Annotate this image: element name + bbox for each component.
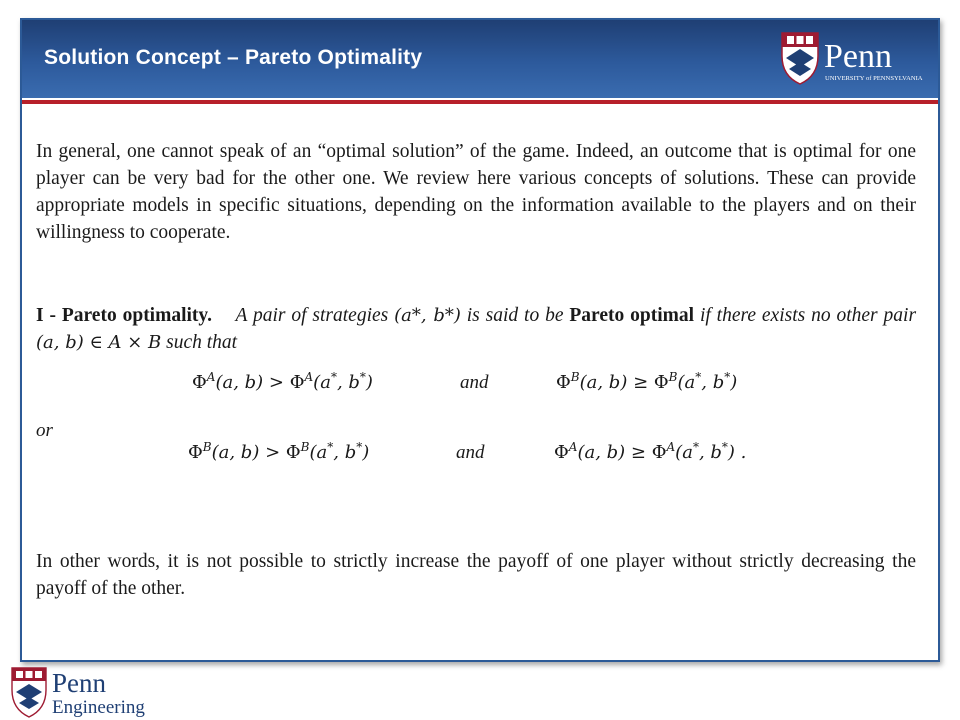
penn-engineering-logo	[10, 666, 160, 718]
penn-engineering-shield-icon	[12, 668, 46, 717]
definition-text-3: if there exists no other pair	[699, 305, 917, 326]
header-bar	[22, 20, 938, 98]
or-label: or	[36, 420, 53, 441]
equation-row-2	[36, 442, 916, 472]
penn-logo-text: Penn	[824, 38, 892, 75]
footer-logo-text: Penn	[52, 668, 106, 698]
penn-shield-icon	[782, 33, 818, 84]
slide	[20, 18, 940, 662]
equation-1-and: and	[460, 372, 489, 393]
slide-title: Solution Concept – Pareto Optimality	[44, 46, 423, 69]
equation-1-right: $\Phi^B(a$, $b) \ge \Phi^B(a^*$, b*)	[556, 370, 738, 393]
section-heading: I - Pareto optimality.	[36, 305, 212, 326]
definition-text-2: is said to be	[466, 305, 564, 326]
penn-logo	[780, 30, 926, 86]
definition-text-4: such that	[166, 332, 238, 353]
pareto-definition	[36, 302, 916, 356]
definition-set: (a, b) ∈ A × B	[36, 332, 162, 353]
equation-row-1	[36, 372, 916, 402]
equation-2-right: $\Phi^A(a$, $b) \ge \Phi^A(a^*$, b*) .	[554, 440, 747, 463]
equation-1-left: $\Phi^A(a$, $b) > \Phi^A(a^*$, b*)	[192, 370, 373, 393]
definition-bold-term: Pareto optimal	[569, 305, 695, 326]
equation-2-and: and	[456, 442, 485, 463]
definition-pair: (a*, b*)	[394, 305, 461, 326]
footer-logo-subtext: Engineering	[52, 697, 145, 718]
header-accent-rule	[22, 100, 938, 104]
penn-logo-subtext: UNIVERSITY of PENNSYLVANIA	[825, 75, 923, 82]
equation-2-left: $\Phi^B(a$, $b) > \Phi^B(a^*$, b*)	[188, 440, 370, 463]
conclusion-paragraph: In other words, it is not possible to strictly increase the payoff of one player without strictly decreasing the payoff of the other.	[36, 551, 916, 599]
definition-text-1: A pair of strategies	[235, 305, 389, 326]
intro-paragraph: In general, one cannot speak of an “optimal solution” of the game. Indeed, an outcome that is optimal for one player can be very bad for the other one. We review here various concepts of solutions. These can provide appropriate models in specific situations, depending on the information available to the players and on their willingness to cooperate.	[36, 141, 916, 243]
